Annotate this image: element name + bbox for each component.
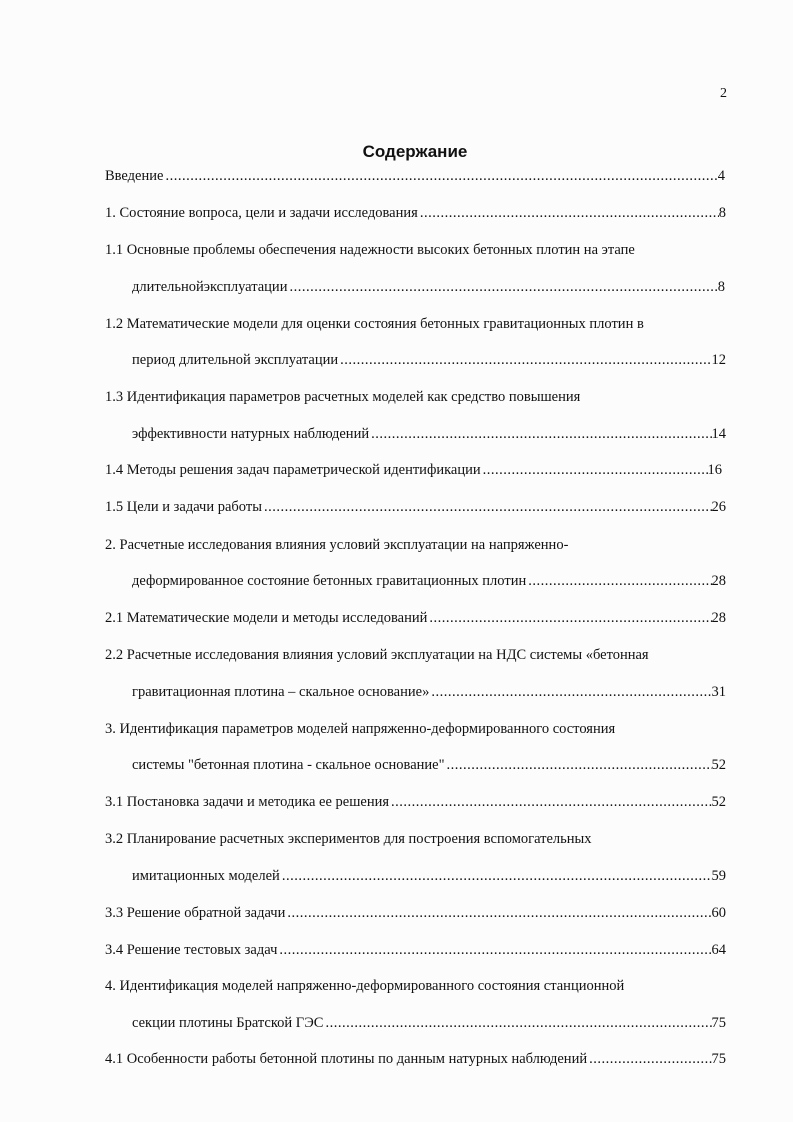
toc-entry-page: 8 xyxy=(718,205,726,221)
toc-entry xyxy=(105,240,635,260)
toc-entry-text: эффективности натурных наблюдений xyxy=(132,426,370,442)
toc-entry xyxy=(132,755,726,775)
toc-entry xyxy=(105,166,725,186)
toc-entry-page: 64 xyxy=(711,942,726,958)
toc-entry-text: 1.2 Математические модели для оценки состояния бетонных гравитационных плотин в xyxy=(105,316,644,332)
toc-entry xyxy=(132,682,726,702)
toc-entry xyxy=(105,976,624,996)
toc-entry-page: 28 xyxy=(711,573,726,589)
toc-entry-text: 3.1 Постановка задачи и методика ее решения xyxy=(105,794,390,810)
toc-entry xyxy=(132,277,725,297)
toc-entry-page: 31 xyxy=(711,684,726,700)
toc-entry xyxy=(105,387,580,407)
toc-entry xyxy=(132,1013,726,1033)
toc-entry-text: период длительной эксплуатации xyxy=(132,352,339,368)
toc-entry xyxy=(105,940,726,960)
toc-entry-text: 1. Состояние вопроса, цели и задачи исследования xyxy=(105,205,418,221)
toc-entry-text: 3.2 Планирование расчетных экспериментов для построения вспомогательных xyxy=(105,831,592,847)
toc-entry xyxy=(105,608,726,628)
toc-entry-page: 75 xyxy=(711,1015,726,1031)
toc-entry-text: секции плотины Братской ГЭС xyxy=(132,1015,324,1031)
toc-entry-page: 26 xyxy=(711,499,726,515)
toc-entry-page: 28 xyxy=(711,610,726,626)
toc-entry xyxy=(105,719,615,739)
toc-entry-text: 2.2 Расчетные исследования влияния условий эксплуатации на НДС системы «бетонная xyxy=(105,647,649,663)
toc-entry-text: 3.4 Решение тестовых задач xyxy=(105,942,278,958)
toc-entry xyxy=(132,424,726,444)
toc-entry xyxy=(132,350,726,370)
toc-entry-text: 1.1 Основные проблемы обеспечения надежности высоких бетонных плотин на этапе xyxy=(105,242,635,258)
toc-entry-page: 52 xyxy=(711,794,726,810)
toc-entry xyxy=(105,829,592,849)
toc-entry-page: 14 xyxy=(711,426,726,442)
toc-entry-page: 12 xyxy=(711,352,726,368)
toc-entry-page: 59 xyxy=(711,868,726,884)
toc-entry-text: 3. Идентификация параметров моделей напряженно-деформированного состояния xyxy=(105,721,616,737)
toc-title: Содержание xyxy=(362,142,468,161)
toc-entry xyxy=(105,903,726,923)
toc-entry-page: 8 xyxy=(717,279,725,295)
toc-entry-page: 4 xyxy=(717,168,725,184)
toc-entry-page: 60 xyxy=(711,905,726,921)
toc-entry-text: 1.5 Цели и задачи работы xyxy=(105,499,262,515)
toc-entry xyxy=(105,203,726,223)
toc-entry xyxy=(105,460,722,480)
toc-entry-page: 16 xyxy=(707,462,722,478)
toc-entry-page: 75 xyxy=(711,1051,726,1067)
toc-entry-text: деформированное состояние бетонных гравитационных плотин xyxy=(132,573,527,589)
toc-entry xyxy=(105,1049,726,1069)
toc-entry-text: гравитационная плотина – скальное основание» xyxy=(132,684,430,700)
page-number: 2 xyxy=(720,86,727,101)
toc-entry xyxy=(105,314,644,334)
toc-entry xyxy=(105,497,726,517)
toc-entry-text: 2.1 Математические модели и методы исследований xyxy=(105,610,428,626)
toc-entry-text: 4. Идентификация моделей напряженно-деформированного состояния станционной xyxy=(105,978,625,994)
toc-entry xyxy=(132,571,726,591)
toc-entry-text: 4.1 Особенности работы бетонной плотины по данным натурных наблюдений xyxy=(105,1051,588,1067)
toc-entry xyxy=(105,535,568,555)
toc-entry xyxy=(105,645,649,665)
toc-entry-page: 52 xyxy=(711,757,726,773)
toc-entry-text: 1.3 Идентификация параметров расчетных моделей как средство повышения xyxy=(105,389,581,405)
toc-entry-text: системы "бетонная плотина - скальное основание" xyxy=(132,757,445,773)
toc-entry-text: имитационных моделей xyxy=(132,868,280,884)
toc-entry xyxy=(105,792,726,812)
toc-entry xyxy=(132,866,726,886)
toc-entry-text: 2. Расчетные исследования влияния условий эксплуатации на напряженно- xyxy=(105,537,569,553)
toc-entry-text: длительнойэксплуатации xyxy=(132,279,288,295)
toc-entry-text: 3.3 Решение обратной задачи xyxy=(105,905,286,921)
toc-entry-text: Введение xyxy=(105,168,164,184)
toc-entry-text: 1.4 Методы решения задач параметрической идентификации xyxy=(105,462,481,478)
